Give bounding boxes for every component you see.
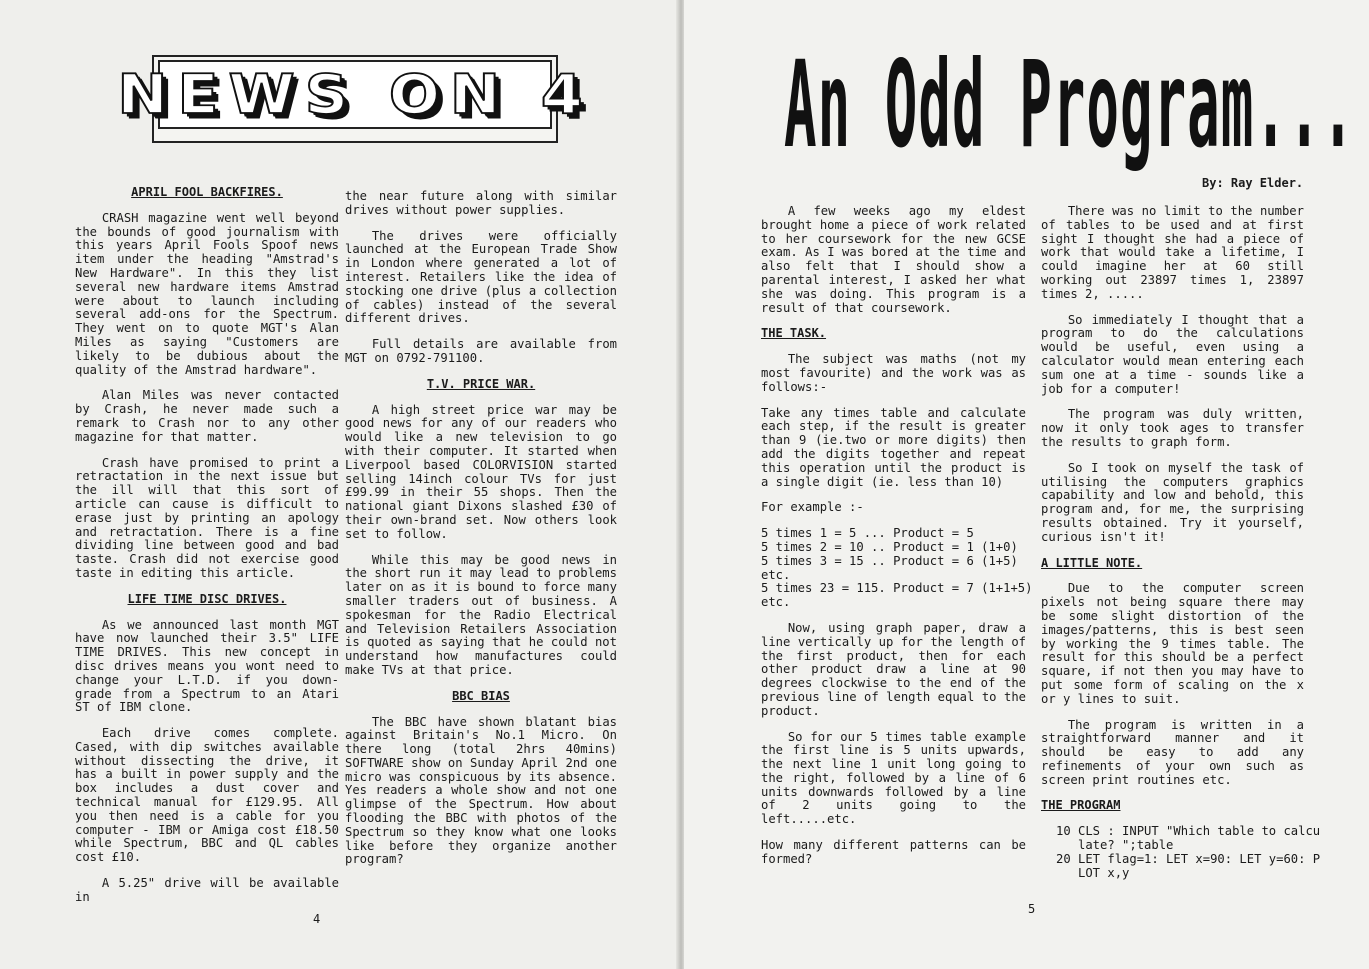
left-column-1 xyxy=(75,182,339,917)
heading-tv-price-war: T.V. PRICE WAR. xyxy=(426,376,536,391)
paragraph: Now, using graph paper, draw a line vertically up for the length of the first product, then for each other product draw a line at 90 degrees clockwise to the end of the previous line of length equal to the product. xyxy=(761,620,1026,718)
paragraph: The program is written in a straightforward manner and it should be easy to add any refinements of your own such as screen print routines etc. xyxy=(1041,717,1304,787)
paragraph: The program was duly written, now it only took ages to transfer the results to graph form. xyxy=(1041,407,1304,449)
paragraph: A high street price war may be good news for any of our readers who would like a new television to go with their computer. It started when Liverpool based COLORVISION started selling 14inch colour TVs for just £99.99 in their 55 shops. Then the national giant Dixons slashed £30 of their own-brand set. Now others look set to follow. xyxy=(345,402,617,541)
paragraph: Full details are available from MGT on 0792-791100. xyxy=(345,337,617,365)
heading-a-little-note: A LITTLE NOTE. xyxy=(1041,555,1143,570)
example-line: etc. xyxy=(761,567,791,582)
paragraph: The drives were officially launched at the European Trade Show in London where generated a lot of interest. Retailers like the idea of stocking one drive (plus a collection of cables) instead of the several different drives. xyxy=(345,228,617,326)
example-line: 5 times 1 = 5 ... Product = 5 xyxy=(761,526,974,541)
byline: By: Ray Elder. xyxy=(1202,176,1304,190)
heading-the-task: THE TASK. xyxy=(761,326,827,341)
paragraph: How many different patterns can be formed? xyxy=(761,838,1026,866)
right-column-1 xyxy=(761,204,1033,879)
news-banner xyxy=(117,55,593,143)
code-line: 10 CLS : INPUT "Which table to calcu xyxy=(1056,824,1321,839)
left-page xyxy=(0,0,680,969)
paragraph: Crash have promised to print a retractation in the next issue but the ill will that this sort of article can cause is difficult to erase just by printing an apology and retractation. There is a fine dividing line between good and bad taste. Crash did not exercise good taste in editing this article. xyxy=(75,455,339,580)
paragraph: There was no limit to the number of tables to be used and at first sight I thought she had a piece of work that would take a lifetime, I could imagine her at 60 still working out 23897 times 1, 23897 times 2, ..... xyxy=(1041,204,1304,301)
odd-program-title: An Odd Program... xyxy=(784,34,1356,175)
paragraph: As we announced last month MGT have now launched their 3.5" LIFE TIME DRIVES. This new concept in disc drives means you wont need to change your L.T.D. if you down-grade from a Spectrum to an Atari ST of IBM clone. xyxy=(75,617,339,715)
paragraph: The subject was maths (not my most favourite) and the work was as follows:- xyxy=(761,352,1026,394)
paragraph: CRASH magazine went well beyond the bounds of good journalism with this years April Fools Spoof news item under the heading "Amstrad's New Hardware". In this they list several new hardware items Amstrad were about to launch including several add-ons for the Spectrum. They went on to quote MGT's Alan Miles as saying "Customers are likely to be dubious about the quality of the Amstrad hardware". xyxy=(75,210,339,377)
code-line: late? ";table xyxy=(1056,838,1174,853)
example-line: etc. xyxy=(761,595,791,610)
example-line: 5 times 2 = 10 .. Product = 1 (1+0) xyxy=(761,539,1018,554)
paragraph: The BBC have shown blatant bias against Britain's No.1 Micro. On there long (total 2hrs 40mins) SOFTWARE show on Sunday April 2nd one micro was conspicuous by its absence. Yes readers a whole show and not one glimpse of the Spectrum. How about flooding the BBC with photos of the Spectrum so they know what one looks like before they organize another program? xyxy=(345,714,617,867)
paragraph: A few weeks ago my eldest brought home a piece of work related to her coursework for the new GCSE exam. As I was bored at the time and also felt that I should show a parental interest, I asked her what she was doing. This program is a result of that coursework. xyxy=(761,204,1026,315)
code-line: LOT x,y xyxy=(1056,865,1130,880)
paragraph: the near future along with similar drives without power supplies. xyxy=(345,189,617,217)
paragraph: A 5.25" drive will be available in xyxy=(75,876,339,904)
page-number-left: 4 xyxy=(313,912,321,926)
paragraph: So I took on myself the task of utilising the computers graphics capability and low and behold, this program and, for me, the surprising results obtained. Try it yourself, curious isn't it! xyxy=(1041,460,1304,544)
paragraph: Each drive comes complete. Cased, with dip switches available without dissecting the drive, it has a built in power supply and the box includes a dust cover and technical manual for £129.95. All you then need is a cable for you computer - IBM or Amiga cost £18.50 while Spectrum, BBC and QL cables cost £10. xyxy=(75,726,339,865)
paragraph: Alan Miles was never contacted by Crash, he never made such a remark to Crash nor to any other magazine for that matter. xyxy=(75,388,339,444)
program-listing xyxy=(1041,824,1321,880)
paragraph: So immediately I thought that a program to do the calculations would be useful, even using a calculator would mean entering each sum one at a time - sounds like a job for a computer! xyxy=(1041,312,1304,396)
code-line: 20 LET flag=1: LET x=90: LET y=60: P xyxy=(1056,851,1321,866)
paragraph: Take any times table and calculate each step, if the result is greater than 9 (ie.two or more digits) then add the digits together and repeat this operation until the product is a single digit (ie. less than 10) xyxy=(761,405,1026,489)
news-banner-title: NEWS ON 4 xyxy=(117,63,593,126)
paragraph: Due to the computer screen pixels not being square there may be some slight distortion of the images/patterns, this is best seen by working the 9 times table. The result for this should be a perfect square, if not then you may have to put some form of scaling on the x or y lines to suit. xyxy=(1041,581,1304,706)
heading-the-program: THE PROGRAM xyxy=(1041,798,1121,813)
example-line: 5 times 23 = 115. Product = 7 (1+1+5) xyxy=(761,581,1033,596)
heading-april-fool: APRIL FOOL BACKFIRES. xyxy=(131,185,283,199)
paragraph: While this may be good news in the short run it may lead to problems later on as it is bound to force many smaller traders out of business. A spokesman for the Radio Electrical and Television Retailers Association is quoted as saying that he could not understand how manufactures could make TVs at that price. xyxy=(345,552,617,677)
paragraph: So for our 5 times table example the first line is 5 units upwards, the next line 1 unit long going to the right, followed by a line of 6 units downwards followed by a line of 2 units going to the left.....etc. xyxy=(761,729,1026,827)
example-line: 5 times 3 = 15 .. Product = 6 (1+5) xyxy=(761,553,1018,568)
right-column-2 xyxy=(1041,204,1321,880)
heading-life-time-disc-drives: LIFE TIME DISC DRIVES. xyxy=(127,591,287,606)
example-list xyxy=(761,526,1033,610)
paragraph: For example :- xyxy=(761,500,864,515)
page-number-right: 5 xyxy=(1028,902,1036,916)
left-column-2 xyxy=(345,190,617,879)
heading-bbc-bias: BBC BIAS xyxy=(452,688,510,703)
news-banner-frame xyxy=(117,60,593,129)
